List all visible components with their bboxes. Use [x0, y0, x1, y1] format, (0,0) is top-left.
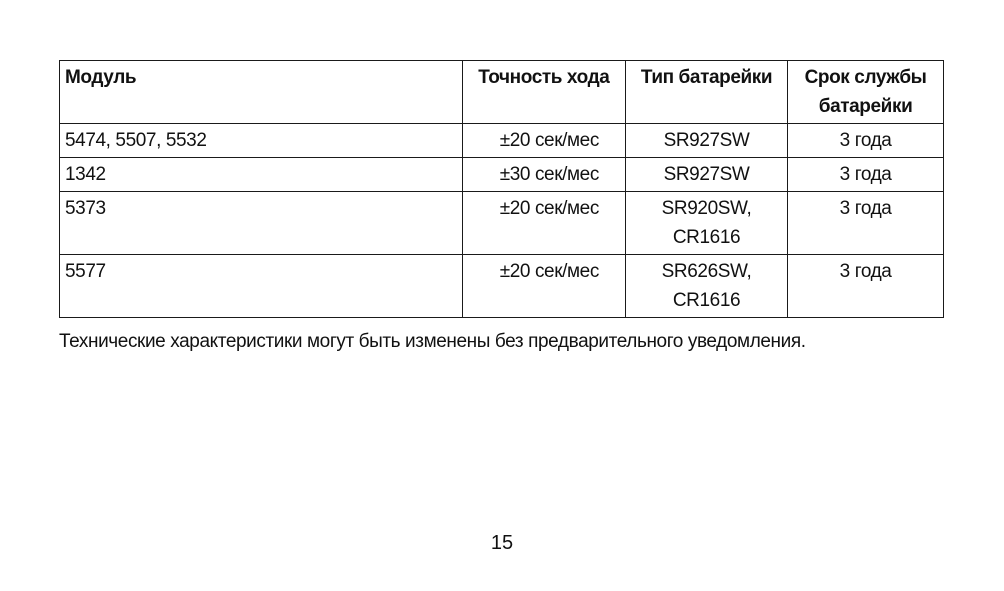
table-row [60, 124, 944, 158]
table-row [60, 255, 944, 318]
battery-type-line: SR927SW [663, 164, 750, 185]
cell-battery-type [625, 255, 787, 318]
page-number: 15 [490, 532, 514, 554]
table-row [60, 192, 944, 255]
cell-module: 5577 [60, 255, 463, 318]
cell-battery-life: 3 года [788, 158, 944, 192]
cell-battery-life: 3 года [788, 255, 944, 318]
battery-type-line: CR1616 [672, 227, 741, 248]
battery-type-line: SR927SW [663, 130, 750, 151]
cell-battery-type [625, 124, 787, 158]
table-row [60, 158, 944, 192]
cell-battery-type [625, 158, 787, 192]
battery-type-line: SR626SW, [661, 261, 752, 282]
header-accuracy: Точность хода [462, 61, 625, 124]
table-header-row [60, 61, 944, 124]
cell-battery-life: 3 года [788, 124, 944, 158]
battery-type-line: SR920SW, [661, 198, 752, 219]
cell-accuracy: ±20 сек/мес [462, 124, 625, 158]
cell-module: 5474, 5507, 5532 [60, 124, 463, 158]
header-module: Модуль [60, 61, 463, 124]
cell-accuracy: ±20 сек/мес [462, 255, 625, 318]
cell-accuracy: ±30 сек/мес [462, 158, 625, 192]
battery-type-line: CR1616 [672, 290, 741, 311]
specifications-note: Технические характеристики могут быть изменены без предварительного уведомления. [59, 331, 806, 352]
cell-battery-type [625, 192, 787, 255]
header-battery-type: Тип батарейки [625, 61, 787, 124]
cell-accuracy: ±20 сек/мес [462, 192, 625, 255]
header-battery-life: Срок службы батарейки [788, 61, 944, 124]
cell-battery-life: 3 года [788, 192, 944, 255]
specifications-table [59, 60, 944, 318]
cell-module: 5373 [60, 192, 463, 255]
cell-module: 1342 [60, 158, 463, 192]
